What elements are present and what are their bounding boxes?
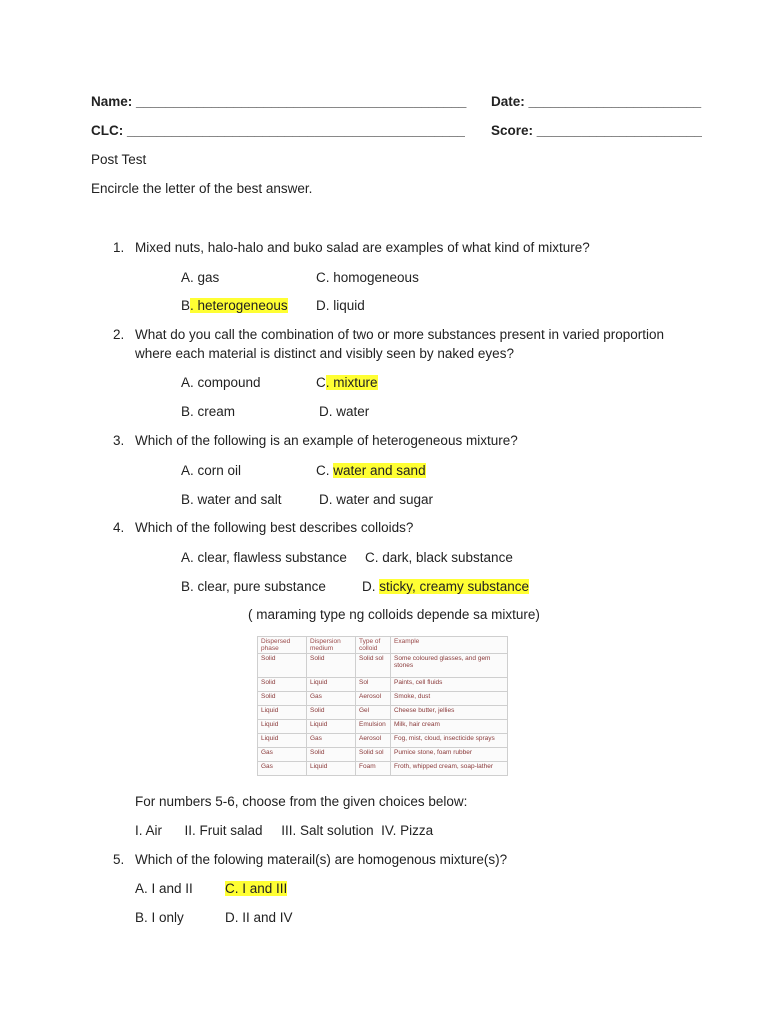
q1-option-a: A. gas <box>181 270 220 285</box>
table-cell: Foam <box>356 761 391 775</box>
table-cell: Froth, whipped cream, soap-lather <box>391 761 508 775</box>
table-row <box>258 761 508 775</box>
table-row <box>258 733 508 747</box>
table-cell: Smoke, dust <box>391 691 508 705</box>
table-cell: Paints, cell fluids <box>391 677 508 691</box>
table-cell: Gas <box>307 733 356 747</box>
q2-option-b: B. cream <box>181 404 236 419</box>
table-cell: Solid <box>258 677 307 691</box>
q5-option-c-highlight: C. I and III <box>225 881 288 896</box>
instructions: Encircle the letter of the best answer. <box>91 181 313 196</box>
q3-option-c-highlight: water and sand <box>333 463 426 478</box>
table-header-cell: Type of colloid <box>356 637 391 654</box>
table-cell: Liquid <box>258 705 307 719</box>
table-cell: Emulsion <box>356 719 391 733</box>
question-3-text: Which of the following is an example of heterogeneous mixture? <box>135 433 518 448</box>
table-cell: Solid <box>258 654 307 678</box>
question-number: 3. <box>113 433 125 448</box>
table-row <box>258 691 508 705</box>
table-row <box>258 677 508 691</box>
table-cell: Pumice stone, foam rubber <box>391 747 508 761</box>
q2-option-c-highlight: . mixture <box>325 375 378 390</box>
colloid-types-table <box>257 636 508 776</box>
q5-option-d: D. II and IV <box>225 910 293 925</box>
group-intro: For numbers 5-6, choose from the given choices below: <box>135 794 468 809</box>
q4-option-a: A. clear, flawless substance <box>181 550 347 565</box>
table-row <box>258 705 508 719</box>
q5-option-a: A. I and II <box>135 881 193 896</box>
question-number: 1. <box>113 240 125 255</box>
table-cell: Milk, hair cream <box>391 719 508 733</box>
q1-option-b <box>181 298 288 314</box>
table-cell: Liquid <box>258 733 307 747</box>
question-2-text-line1: What do you call the combination of two or more substances present in varied proportion <box>135 327 665 342</box>
q2-option-d: D. water <box>319 404 370 419</box>
table-cell: Gas <box>307 691 356 705</box>
q1-option-b-highlight: . heterogeneous <box>190 298 288 313</box>
q2-option-a: A. compound <box>181 375 261 390</box>
table-cell: Gas <box>258 747 307 761</box>
q3-option-b: B. water and salt <box>181 492 282 507</box>
table-row <box>258 719 508 733</box>
table-cell: Liquid <box>258 719 307 733</box>
q3-option-c-letter: C. <box>316 463 334 478</box>
table-cell: Solid <box>307 654 356 678</box>
question-4-text: Which of the following best describes colloids? <box>135 520 414 535</box>
colloid-note: ( maraming type ng colloids depende sa mixture) <box>248 607 540 622</box>
table-cell: Solid sol <box>356 654 391 678</box>
table-header-cell: Dispersed phase <box>258 637 307 654</box>
table-cell: Solid <box>307 747 356 761</box>
table-cell: Liquid <box>307 761 356 775</box>
table-cell: Solid <box>307 705 356 719</box>
question-number: 4. <box>113 520 125 535</box>
table-cell: Solid sol <box>356 747 391 761</box>
q2-option-c <box>316 375 378 391</box>
table-cell: Sol <box>356 677 391 691</box>
q3-option-d: D. water and sugar <box>319 492 434 507</box>
q4-option-c: C. dark, black substance <box>365 550 513 565</box>
q4-option-d <box>362 579 529 595</box>
q3-option-c <box>316 463 426 479</box>
table-header-cell: Dispersion medium <box>307 637 356 654</box>
score-field-label: Score: ______________________ <box>491 123 702 138</box>
table-header-row <box>258 637 508 654</box>
q1-option-c: C. homogeneous <box>316 270 419 285</box>
question-number: 2. <box>113 327 125 342</box>
question-number: 5. <box>113 852 125 867</box>
q2-option-c-letter: C <box>316 375 326 390</box>
table-cell: Gel <box>356 705 391 719</box>
table-cell: Liquid <box>307 677 356 691</box>
q1-option-b-letter: B <box>181 298 191 313</box>
table-cell: Cheese butter, jellies <box>391 705 508 719</box>
table-row <box>258 747 508 761</box>
question-5-text: Which of the folowing materail(s) are homogenous mixture(s)? <box>135 852 508 867</box>
q4-option-d-highlight: sticky, creamy substance <box>379 579 530 594</box>
table-cell: Gas <box>258 761 307 775</box>
date-field-label: Date: _______________________ <box>491 94 702 109</box>
question-2-text-line2: where each material is distinct and visibly seen by naked eyes? <box>135 346 514 361</box>
table-cell: Aerosol <box>356 733 391 747</box>
table-cell: Liquid <box>307 719 356 733</box>
q4-option-b: B. clear, pure substance <box>181 579 326 594</box>
question-1-text: Mixed nuts, halo-halo and buko salad are examples of what kind of mixture? <box>135 240 590 255</box>
table-cell: Aerosol <box>356 691 391 705</box>
table-cell: Solid <box>258 691 307 705</box>
q5-option-b: B. I only <box>135 910 184 925</box>
table-row <box>258 654 508 678</box>
group-choices: I. Air II. Fruit salad III. Salt solution IV. Pizza <box>135 823 434 838</box>
page-title: Post Test <box>91 152 147 167</box>
q1-option-d: D. liquid <box>316 298 365 313</box>
q3-option-a: A. corn oil <box>181 463 242 478</box>
table-cell: Fog, mist, cloud, insecticide sprays <box>391 733 508 747</box>
q4-option-d-letter: D. <box>362 579 380 594</box>
table-cell: Some coloured glasses, and gem stones <box>391 654 508 678</box>
table-header-cell: Example <box>391 637 508 654</box>
name-field-label: Name: ____________________________________________ <box>91 94 467 109</box>
clc-field-label: CLC: _____________________________________________ <box>91 123 465 138</box>
q5-option-c <box>225 881 287 897</box>
